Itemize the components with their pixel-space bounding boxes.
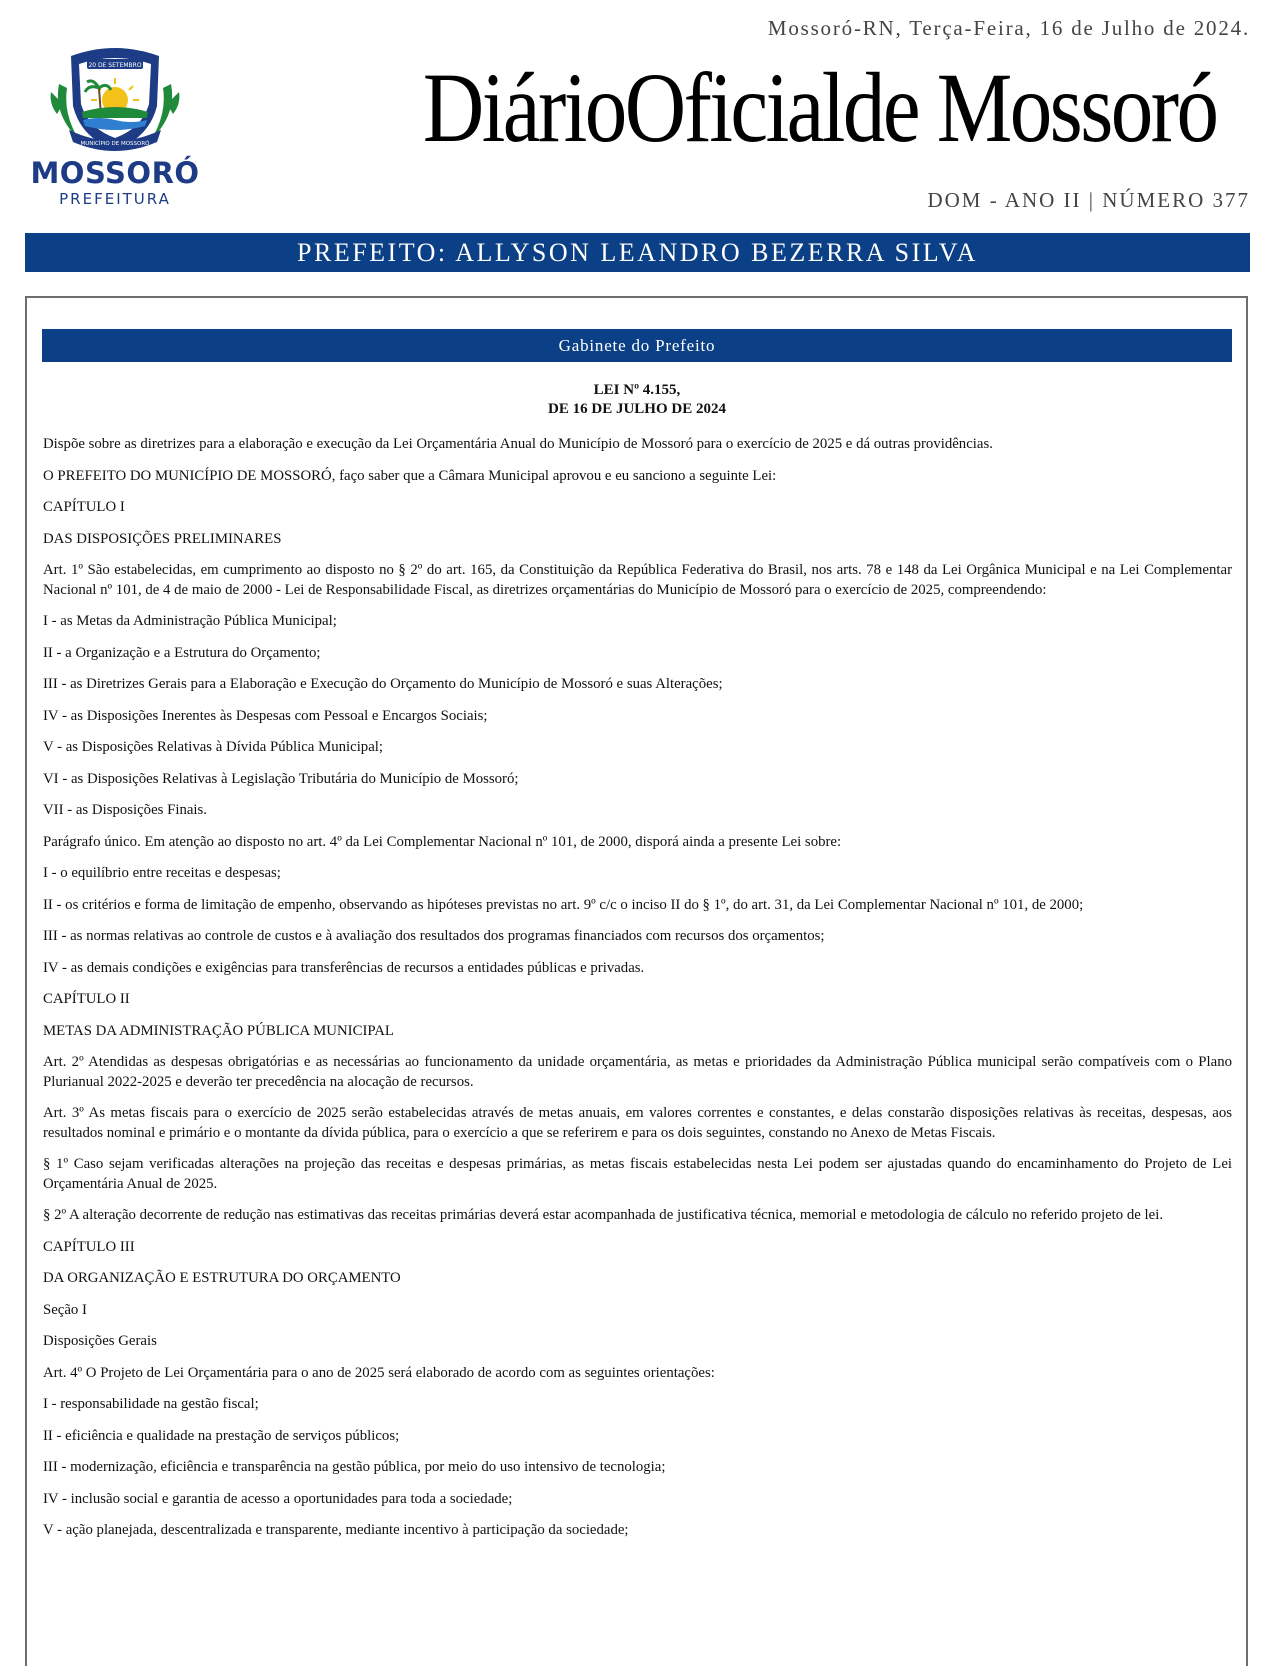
list-item: IV - inclusão social e garantia de acesso a oportunidades para toda a sociedade; [43,1490,513,1507]
list-item: III - modernização, eficiência e transparência na gestão pública, por meio do uso intensivo de tecnologia; [43,1459,666,1475]
list-item: V - as Disposições Relativas à Dívida Pública Municipal; [43,739,383,755]
law-paragraph: Art. 3º As metas fiscais para o exercício de 2025 serão estabelecidas através de metas anuais, em valores correntes e constantes, e delas constarão disposições relativas às receitas, despesas, aos resultados nominal e primário e o montante da dívida pública, para o exercício a que se referirem e para os dois seguintes, constando no Anexo de Metas Fiscais. [43,1105,1232,1141]
chapter-title: METAS DA ADMINISTRAÇÃO PÚBLICA MUNICIPAL [43,1022,394,1039]
list-item: II - a Organização e a Estrutura do Orçamento; [43,644,321,661]
law-paragraph: Dispõe sobre as diretrizes para a elaboração e execução da Lei Orçamentária Anual do Município de Mossoró para o exercício de 2025 e dá outras providências. [43,436,993,452]
chapter-title: DA ORGANIZAÇÃO E ESTRUTURA DO ORÇAMENTO [43,1270,401,1286]
list-item: II - eficiência e qualidade na prestação de serviços públicos; [43,1427,400,1444]
law-paragraph: Parágrafo único. Em atenção ao disposto no art. 4º da Lei Complementar Nacional nº 101, de 2000, disporá ainda a presente Lei sobre: [43,833,842,850]
chapter-heading: CAPÍTULO II [43,991,130,1007]
list-item: I - responsabilidade na gestão fiscal; [43,1396,259,1412]
municipal-coat-of-arms-icon [49,44,181,154]
law-paragraph: Art. 1º São estabelecidas, em cumprimento ao disposto no § 2º do art. 165, da Constituição da República Federativa do Brasil, nos arts. 78 e 148 da Lei Orgânica Municipal e na Lei Complementar Nacional nº 101, de 4 de maio de 2000 - Lei de Responsabilidade Fiscal, as diretrizes orçamentárias do Município de Mossoró para o exercício de 2025, compreendendo: [43,562,1232,598]
chapter-heading: CAPÍTULO III [43,1238,135,1255]
badge-top-text: 20 DE SETEMBRO [88,62,142,69]
law-heading [42,381,1232,419]
mayor-banner: PREFEITO: ALLYSON LEANDRO BEZERRA SILVA [25,233,1250,272]
chapter-title: DAS DISPOSIÇÕES PRELIMINARES [43,530,282,547]
list-item: V - ação planejada, descentralizada e transparente, mediante incentivo à participação da sociedade; [43,1522,629,1538]
badge-bottom-text: MUNICÍPIO DE MOSSORÓ [80,141,150,147]
law-paragraph: Art. 4º O Projeto de Lei Orçamentária para o ano de 2025 será elaborado de acordo com as seguintes orientações: [43,1364,715,1381]
section-title: Disposições Gerais [43,1333,157,1349]
law-body [43,435,1232,1553]
logo-prefeitura-label: PREFEITURA [59,190,171,208]
list-item: III - as Diretrizes Gerais para a Elaboração e Execução do Orçamento do Município de Mossoró e suas Alterações; [43,676,723,692]
list-item: I - o equilíbrio entre receitas e despesas; [43,865,281,881]
edition-number: DOM - ANO II | NÚMERO 377 [927,188,1250,212]
list-item: II - os critérios e forma de limitação de empenho, observando as hipóteses previstas no art. 9º c/c o inciso II do § 1º, do art. 31, da Lei Complementar Nacional nº 101, de 2000; [43,896,1084,913]
list-item: VI - as Disposições Relativas à Legislação Tributária do Município de Mossoró; [43,770,519,787]
law-paragraph: § 1º Caso sejam verificadas alterações na projeção das receitas e despesas primárias, as metas fiscais estabelecidas nesta Lei podem ser ajustadas quando do encaminhamento do Projeto de Lei Orçamentária Anual de 2025. [43,1156,1232,1192]
law-date: DE 16 DE JULHO DE 2024 [548,401,726,417]
list-item: IV - as demais condições e exigências para transferências de recursos a entidades públicas e privadas. [43,959,645,976]
law-paragraph: Art. 2º Atendidas as despesas obrigatórias e as necessárias ao funcionamento da unidade orçamentária, as metas e prioridades da Administração Pública municipal serão compatíveis com o Plano Plurianual 2022-2025 e deverão ter precedência na alocação de recursos. [43,1054,1232,1090]
logo-city-name: MOSSORÓ [30,156,200,190]
section-heading: Seção I [43,1301,87,1318]
list-item: VII - as Disposições Finais. [43,802,207,818]
chapter-heading: CAPÍTULO I [43,499,125,515]
list-item: III - as normas relativas ao controle de custos e à avaliação dos resultados dos programas financiados com recursos dos orçamentos; [43,928,825,944]
law-paragraph: § 2º A alteração decorrente de redução nas estimativas das receitas primárias deverá estar acompanhada de justificativa técnica, memorial e metodologia de cálculo no referido projeto de lei. [43,1207,1164,1223]
law-paragraph: O PREFEITO DO MUNICÍPIO DE MOSSORÓ, faço saber que a Câmara Municipal aprovou e eu sanciono a seguinte Lei: [43,467,777,484]
section-header: Gabinete do Prefeito [42,329,1232,362]
newspaper-title: DiárioOficialde Mossoró [422,52,1217,163]
list-item: I - as Metas da Administração Pública Municipal; [43,613,337,629]
list-item: IV - as Disposições Inerentes às Despesas com Pessoal e Encargos Sociais; [43,707,488,724]
law-number: LEI Nº 4.155, [593,382,681,398]
publication-dateline: Mossoró-RN, Terça-Feira, 16 de Julho de 2024. [767,16,1250,40]
prefeitura-logo [20,44,210,208]
